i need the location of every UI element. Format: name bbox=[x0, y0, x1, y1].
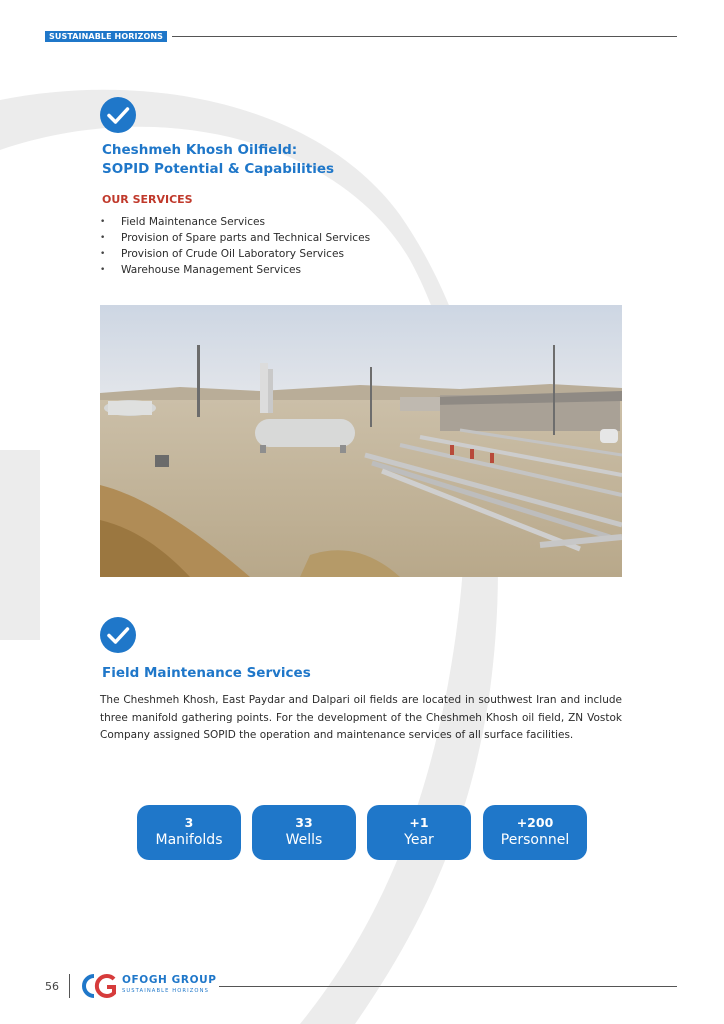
section-title-field-maintenance: Field Maintenance Services bbox=[102, 665, 311, 681]
oilfield-photo bbox=[100, 305, 622, 577]
stat-label: Year bbox=[404, 832, 434, 848]
header-tag: SUSTAINABLE HORIZONS bbox=[45, 31, 167, 42]
stat-personnel bbox=[483, 805, 587, 860]
stat-label: Personnel bbox=[500, 832, 570, 848]
section-title-cheshmeh-khosh bbox=[102, 141, 334, 179]
footer-separator bbox=[69, 974, 70, 998]
list-item: • Provision of Crude Oil Laboratory Services bbox=[100, 246, 370, 262]
checkmark-circle-icon bbox=[100, 617, 136, 653]
header-divider bbox=[172, 36, 677, 37]
services-list bbox=[100, 214, 370, 278]
stats-row bbox=[0, 805, 724, 860]
stat-value: +1 bbox=[409, 815, 429, 830]
list-item: • Field Maintenance Services bbox=[100, 214, 370, 230]
stat-manifolds bbox=[137, 805, 241, 860]
page-number: 56 bbox=[45, 980, 59, 993]
logo-tagline: SUSTAINABLE HORIZONS bbox=[122, 988, 209, 994]
field-maintenance-paragraph: The Cheshmeh Khosh, East Paydar and Dalpari oil fields are located in southwest Iran and include three manifold gathering points. For the development of the Cheshmeh Khosh oil field, ZN Vostok Company assigned SOPID the operation and maintenance services of all surface facilities. bbox=[100, 694, 622, 741]
stat-year bbox=[367, 805, 471, 860]
ofogh-group-logo-icon bbox=[80, 973, 122, 999]
list-item: • Provision of Spare parts and Technical Services bbox=[100, 230, 370, 246]
stat-label: Wells bbox=[285, 832, 323, 848]
stat-value: +200 bbox=[516, 815, 554, 830]
stat-label: Manifolds bbox=[155, 832, 223, 848]
stat-wells bbox=[252, 805, 356, 860]
list-item: • Warehouse Management Services bbox=[100, 262, 370, 278]
section-title-line1: Cheshmeh Khosh Oilfield: bbox=[102, 142, 298, 158]
stat-value: 3 bbox=[184, 815, 194, 830]
section-title-line2: SOPID Potential & Capabilities bbox=[102, 161, 335, 177]
footer-divider bbox=[219, 986, 677, 987]
stat-value: 33 bbox=[295, 815, 313, 830]
logo-name: OFOGH GROUP bbox=[122, 974, 217, 986]
our-services-heading: OUR SERVICES bbox=[102, 193, 193, 206]
checkmark-circle-icon bbox=[100, 97, 136, 133]
